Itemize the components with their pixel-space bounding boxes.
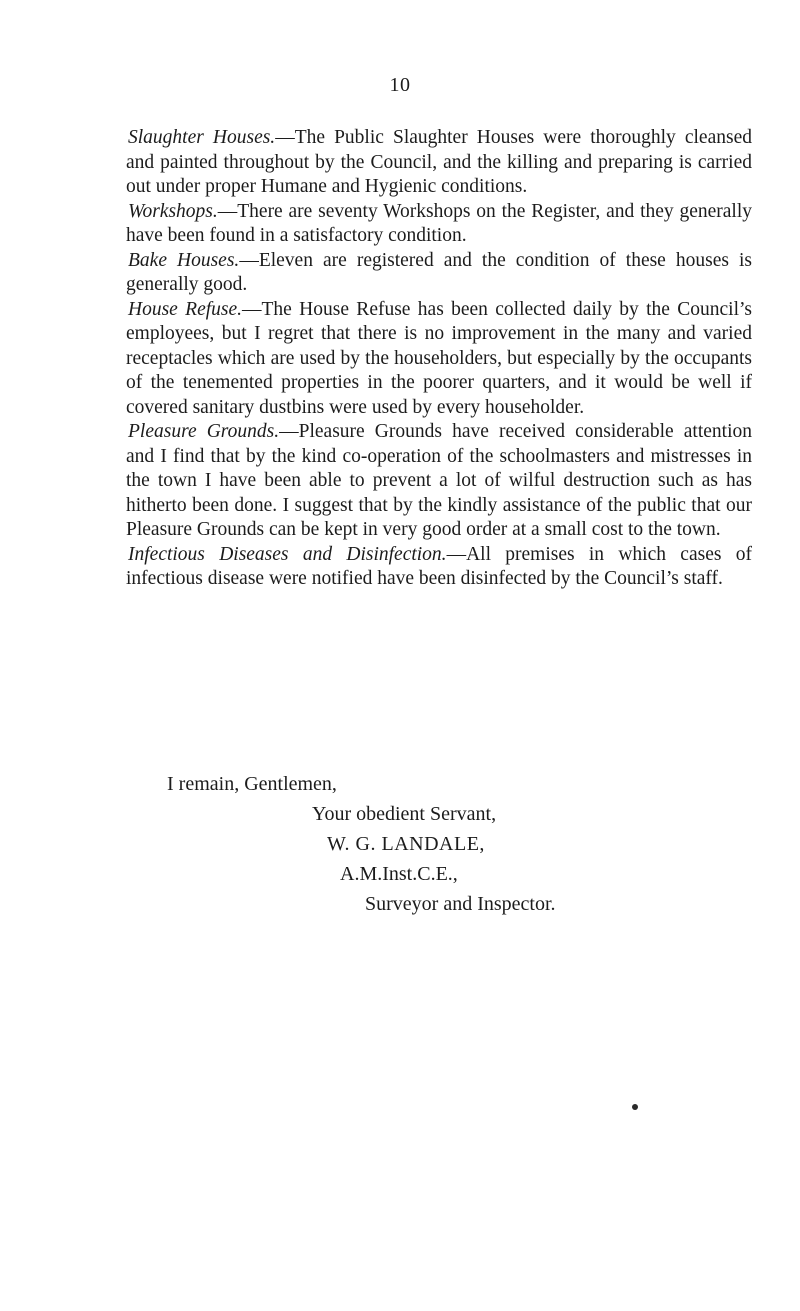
paragraph-heading: Bake Houses. xyxy=(128,249,240,271)
paragraph-workshops xyxy=(126,200,752,249)
paragraph-heading: Workshops. xyxy=(128,200,218,222)
paragraph-slaughter-houses xyxy=(126,126,752,200)
paragraph-text: —Eleven are registered and the condition of these houses is generally good. xyxy=(126,249,753,295)
paragraph-text: —There are seventy Workshops on the Register, and they generally have been found in a satisfactory condition. xyxy=(126,200,752,246)
paragraph-house-refuse xyxy=(126,298,752,421)
paragraph-text: —Pleasure Grounds have received considerable attention and I find that by the kind co-operation of the schoolmasters and mistresses in the town I have been able to prevent a lot of wilful destruction such as has hitherto been done. I suggest that by the kindly assistance of the public that our Pleasure Grounds can be kept in very good order at a small cost to the town. xyxy=(126,421,752,540)
signoff-closing: Your obedient Servant, xyxy=(312,803,497,825)
paragraph-infectious-diseases xyxy=(126,543,752,592)
paragraph-bake-houses xyxy=(126,249,752,298)
paragraph-text: —All premises in which cases of infectious disease were notified have been disinfected by the Council’s staff. xyxy=(126,543,752,589)
paragraph-heading: House Refuse. xyxy=(128,298,243,320)
signatory-title: Surveyor and Inspector. xyxy=(365,893,556,915)
paragraph-text: —The House Refuse has been collected daily by the Council’s employees, but I regret that there is no improvement in the many and varied receptacles which are used by the householders, but especially by the occupants of the tenemented properties in the poorer quarters, and it would be well if covered sanitary dustbins were used by every householder. xyxy=(126,298,752,418)
paragraph-pleasure-grounds xyxy=(126,420,752,543)
paragraph-text: —The Public Slaughter Houses were thoroughly cleansed and painted throughout by the Council, and the killing and preparing is carried out under proper Humane and Hygienic conditions. xyxy=(126,127,752,197)
signoff-greeting: I remain, Gentlemen, xyxy=(167,773,337,795)
signatory-name: W. G. LANDALE, xyxy=(327,833,485,855)
paragraph-heading: Infectious Diseases and Disinfection. xyxy=(128,543,447,565)
signatory-qualifications: A.M.Inst.C.E., xyxy=(340,863,458,885)
page-number: 10 xyxy=(389,74,411,96)
report-body xyxy=(126,126,752,592)
paragraph-heading: Pleasure Grounds. xyxy=(128,421,280,442)
ink-speck xyxy=(632,1104,638,1110)
paragraph-heading: Slaughter Houses. xyxy=(128,127,276,148)
